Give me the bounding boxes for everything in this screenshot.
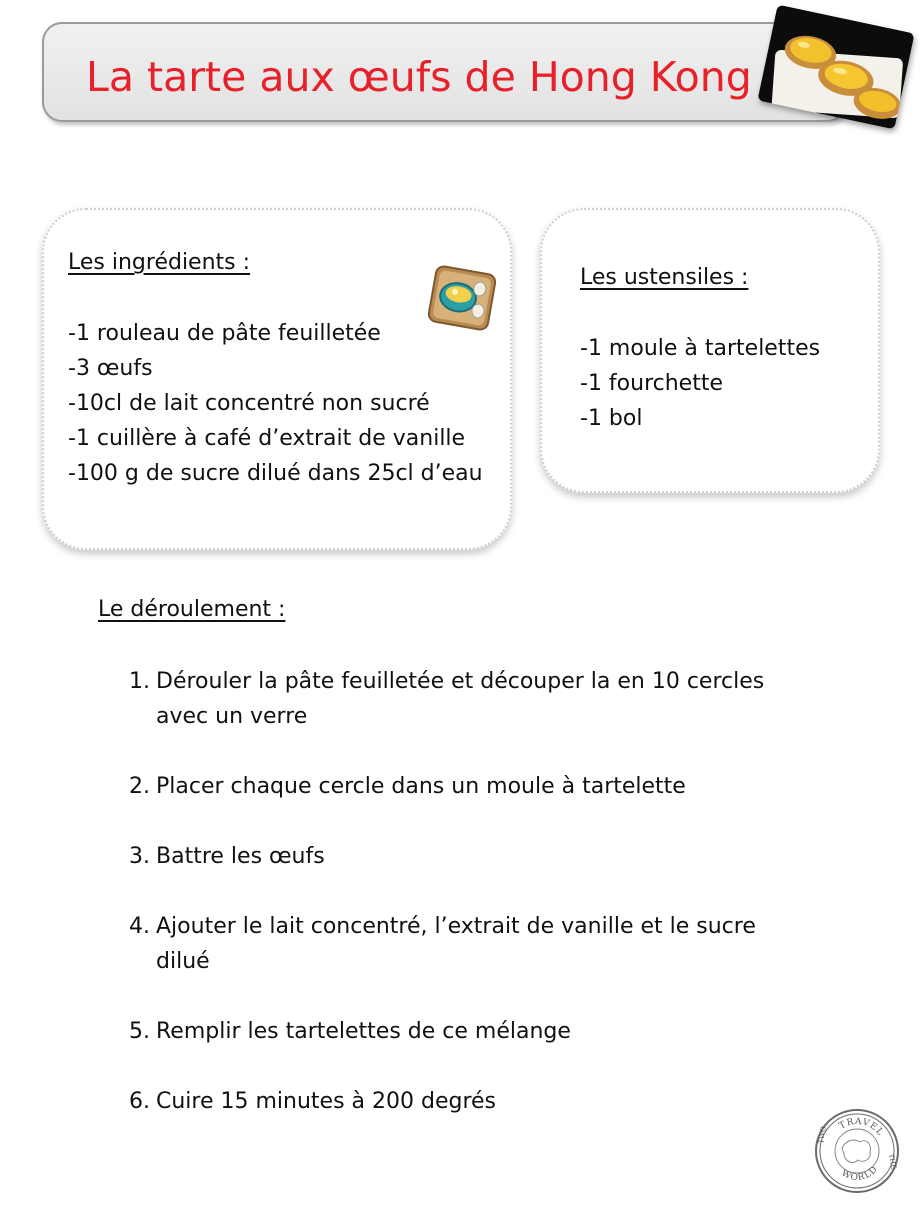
step-text: Battre les œufs: [156, 844, 325, 869]
mixing-bowl-icon: [425, 263, 498, 333]
utensils-heading: Les ustensiles :: [580, 265, 749, 290]
ingredient-item: -10cl de lait concentré non sucré: [68, 391, 430, 416]
utensil-item: -1 fourchette: [580, 371, 723, 396]
stamp-right-text: THE: [887, 1152, 898, 1170]
ingredient-item: -3 œufs: [68, 356, 153, 381]
ingredient-item: -1 cuillère à café d’extrait de vanille: [68, 426, 466, 451]
step-text: Ajouter le lait concentré, l’extrait de vanille et le sucre: [156, 914, 756, 939]
step-text: Remplir les tartelettes de ce mélange: [156, 1019, 571, 1044]
step-text: avec un verre: [156, 704, 308, 729]
step-number: 5.: [129, 1019, 150, 1044]
stamp-top-text: TRAVEL: [837, 1116, 886, 1139]
svg-text:WORLD: [839, 1164, 880, 1183]
svg-text:TRAVEL: [838, 1117, 886, 1138]
travel-stamp-logo: [814, 1108, 900, 1194]
steps-heading: Le déroulement :: [98, 597, 286, 622]
page-title: La tarte aux œufs de Hong Kong: [86, 53, 752, 101]
stamp-left-text: TWO: [817, 1125, 829, 1145]
step-text: dilué: [156, 949, 210, 974]
step-text: Placer chaque cercle dans un moule à tartelette: [156, 774, 686, 799]
step-text: Cuire 15 minutes à 200 degrés: [156, 1089, 497, 1114]
utensil-item: -1 bol: [580, 406, 643, 431]
ingredient-item: -1 rouleau de pâte feuilletée: [68, 321, 381, 346]
step-text: Dérouler la pâte feuilletée et découper la en 10 cercles: [156, 669, 765, 694]
step-number: 2.: [129, 774, 150, 799]
step-number: 4.: [129, 914, 150, 939]
utensil-item: -1 moule à tartelettes: [580, 336, 821, 361]
step-number: 1.: [129, 669, 150, 694]
ingredients-heading: Les ingrédients :: [68, 250, 251, 275]
step-number: 6.: [129, 1089, 150, 1114]
step-number: 3.: [129, 844, 150, 869]
stamp-bottom-text: WORLD: [839, 1164, 881, 1184]
ingredient-item: -100 g de sucre dilué dans 25cl d’eau: [68, 461, 483, 486]
